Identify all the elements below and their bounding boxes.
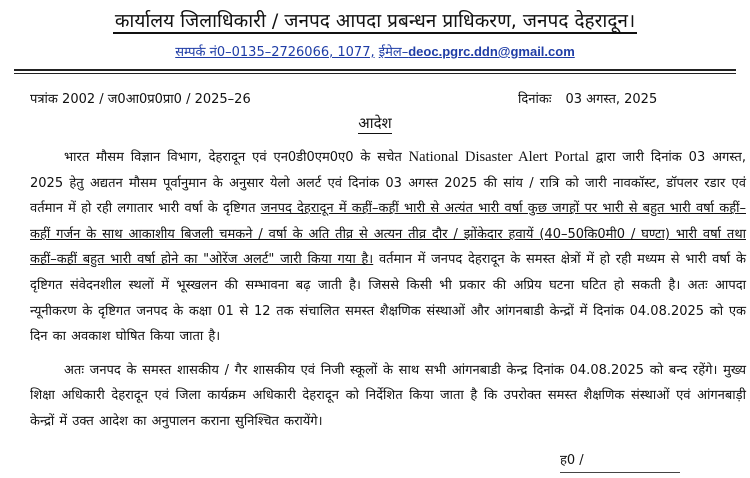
header-divider (14, 69, 736, 71)
office-heading-text: कार्यालय जिलाधिकारी / जनपद आपदा प्रबन्धन प्राधिकरण, जनपद देहरादून। (114, 10, 636, 32)
date-label: दिनांकः (518, 92, 552, 107)
p1-forecast: द्वारा जारी दिनांक 03 अगस्त, 2025 हेतु अद्यतन मौसम पूर्वानुमान के अनुसार येलो अलर्ट एवं दिनांक 03 अगस्त 2025 की सांय / रात्रि को जारी नावकॉस्ट, डॉपलर रडार एवं वर्तमान में हो रही लगातार भारी वर्षा के दृष्टिगत (30, 150, 746, 217)
order-title-text: आदेश (358, 114, 392, 132)
header-divider-thin (14, 73, 736, 74)
p1-holiday: वर्तमान में जनपद देहरादून के समस्त क्षेत्रों में हो रही मध्यम से भारी वर्षा के दृष्टिगत संवेदनशील स्थलों में भूस्खलन की सम्भावना बढ़ जाती है। जिससे किसी भी प्रकार की अप्रिय घटना घटित हो सकती है। अतः आपदा न्यूनीकरण के दृष्टिगत जनपद के कक्षा 01 से 12 तक संचालित समस्त शैक्षणिक संस्थाओं और आंगनबाडी केन्द्रों में दिनांक 04.08.2025 को एक दिन का अवकाश घोषित किया जाता है। (30, 252, 746, 345)
date-line (518, 91, 657, 109)
p1-portal-name: National Disaster Alert Portal (408, 149, 589, 165)
office-heading (0, 8, 750, 34)
p1-orange-alert: जनपद देहरादून में कहीं–कहीं भारी से अत्यंत भारी वर्षा कुछ जगहों पर भारी से बहुत भारी वर्षा कहीं–कहीं गर्जन के साथ आकाशीय बिजली चमकने / वर्षा के अति तीव्र से अत्यन तीव्र दौर / झोंकेदार हवायें (40–50कि0मी0 / घण्टा) भारी वर्षा तथा कहीं–कहीं बहुत भारी वर्षा होने का "ओरेंज अलर्ट" जारी किया गया है। (30, 201, 746, 268)
contact-line (0, 43, 750, 62)
paragraph-1 (30, 145, 746, 350)
order-body (30, 145, 746, 435)
p1-intro: भारत मौसम विज्ञान विभाग, देहरादून एवं एन0डी0एम0ए0 के सचेत (64, 150, 409, 165)
contact-phone: सम्पर्क नं0–0135–2726066, 1077, (175, 45, 375, 60)
date-value: 03 अगस्त, 2025 (565, 92, 658, 107)
order-title (0, 113, 750, 133)
email-link[interactable]: deoc.pgrc.ddn@gmail.com (408, 44, 575, 59)
signature-line (560, 472, 680, 473)
paragraph-2: अतः जनपद के समस्त शासकीय / गैर शासकीय एवं निजी स्कूलों के साथ सभी आंगनबाडी केन्द्र दिनांक 04.08.2025 को बन्द रहेंगे। मुख्य शिक्षा अधिकारी देहरादून एवं जिला कार्यक्रम अधिकारी देहरादून को निर्देशित किया जाता है कि उपरोक्त समस्त शैक्षणिक संस्थाओं एवं आंगनबाड़ी केन्द्रों में उक्त आदेश का अनुपालन कराना सुनिश्चित करायेंगे। (30, 362, 746, 429)
email-label: ईमेल– (378, 45, 409, 60)
signature-mark: ह0 / (560, 453, 584, 468)
reference-number: पत्रांक 2002 / ज0आ0प्र0प्रा0 / 2025–26 (30, 92, 251, 107)
